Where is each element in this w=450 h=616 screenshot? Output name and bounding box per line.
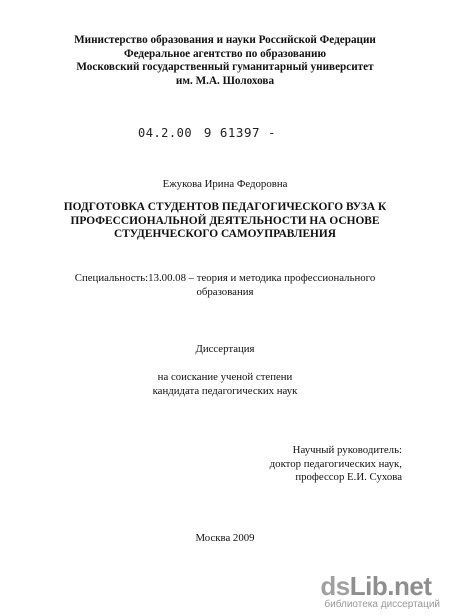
ministry-header — [0, 34, 450, 88]
title-line: СТУДЕНЧЕСКОГО САМОУПРАВЛЕНИЯ — [113, 228, 336, 240]
advisor-name: профессор Е.И. Сухова — [295, 471, 402, 483]
dslib-watermark — [320, 573, 440, 611]
watermark-subtitle: библиотека диссертаций — [324, 599, 440, 610]
scientific-advisor — [270, 444, 402, 485]
author-name: Ежукова Ирина Федоровна — [162, 178, 288, 190]
library-stamp — [138, 125, 276, 140]
specialty-line: образования — [196, 285, 254, 298]
document-type: Диссертация — [195, 343, 255, 355]
logo-suffix: Lib.net — [349, 571, 432, 601]
advisor-degree: доктор педагогических наук, — [269, 457, 402, 470]
degree-line: кандидата педагогических наук — [152, 384, 298, 397]
ministry-line: Министерство образования и науки Российской Федерации — [74, 34, 376, 46]
university-name-line: им. М.А. Шолохова — [175, 74, 275, 87]
degree-line: на соискание ученой степени — [157, 371, 293, 383]
title-line: ПРОФЕССИОНАЛЬНОЙ ДЕЯТЕЛЬНОСТИ НА ОСНОВЕ — [70, 214, 380, 227]
stamp-code: 04.2.00 — [138, 126, 193, 140]
university-line: Московский государственный гуманитарный университет — [76, 61, 374, 73]
advisor-label: Научный руководитель: — [292, 444, 402, 456]
specialty — [0, 272, 450, 299]
city-year: Москва 2009 — [195, 532, 255, 544]
dissertation-title — [0, 201, 450, 242]
agency-line: Федеральное агентство по образованию — [123, 47, 326, 60]
stamp-number: 9 61397 - — [203, 125, 277, 140]
dslib-logo — [320, 573, 440, 599]
title-line: ПОДГОТОВКА СТУДЕНТОВ ПЕДАГОГИЧЕСКОГО ВУЗА К — [63, 201, 387, 213]
degree-info — [0, 371, 450, 398]
logo-prefix: ds — [320, 571, 350, 601]
specialty-line: Специальность:13.00.08 – теория и методика профессионального — [74, 272, 376, 284]
